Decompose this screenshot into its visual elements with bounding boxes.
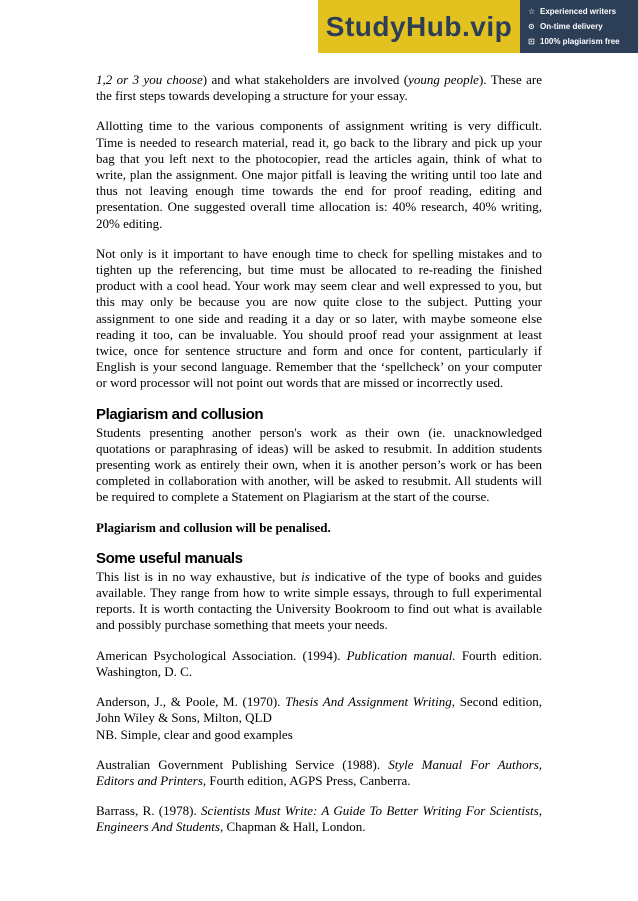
reference-publisher: Fourth edition. Washington, D. C. — [96, 647, 542, 679]
reference-note: NB. Simple, clear and good examples — [96, 726, 293, 742]
feature-item — [528, 34, 638, 49]
reference-title: Publication manual. — [346, 647, 456, 663]
intro-italic-choice: 1,2 or 3 you choose — [96, 72, 203, 87]
feature-list — [528, 4, 638, 49]
feature-item — [528, 4, 638, 19]
plagiarism-heading: Plagiarism and collusion — [96, 405, 264, 423]
reference-text — [96, 757, 542, 789]
proof-reading-paragraph: Not only is it important to have enough time to check for spelling mistakes and to tighten up the referencing, but time must be allocated to re-reading the finished product with a cool head. Your work may seem clear and well expressed to you, but this may only be because you are now quite close to the subject. Putting your assignment to one side and reading it a day or so later, with maybe someone else reading it too, can be invaluable. You should proof read your assignment at least twice, once for sentence structure and form and once for content, particularly if English is your second language. Remember that the ‘spellcheck’ on your computer or word processor will not point out words that are missed or incorrectly used. — [96, 245, 542, 391]
document-check-icon: ⊡ — [528, 37, 535, 46]
manuals-intro-b: indicative of the type of books and guides available. They range from how to write simple essays, through to full experimental reports. It is worth contacting the University Bookroom to find out what is available and possibly purchase something that meets your needs. — [96, 568, 542, 633]
feature-label: On-time delivery — [540, 22, 603, 31]
reference-item — [96, 757, 542, 789]
reference-item — [96, 648, 542, 680]
intro-paragraph — [96, 72, 542, 104]
reference-text — [96, 694, 542, 726]
reference-publisher: , Second edition, John Wiley & Sons, Milton, QLD — [96, 694, 542, 726]
intro-text: ) and what stakeholders are involved ( — [202, 72, 409, 87]
reference-publisher: , Fourth edition, AGPS Press, Canberra. — [202, 772, 411, 788]
reference-author: Anderson, J., & Poole, M. (1970). — [96, 694, 286, 710]
reference-title: Thesis And Assignment Writing — [285, 694, 452, 710]
plagiarism-warning: Plagiarism and collusion will be penalised. — [96, 519, 331, 535]
time-allocation-paragraph: Allotting time to the various components of assignment writing is very difficult. Time is needed to research material, read it, go back to the library and pick up your bag that you left next to the photocopier, read the articles again, think of what to write, plan the assignment. One major pitfall is leaving the writing until too late and thus not leaving enough time towards the end for proof reading, editing and presentation. One suggested overall time allocation is: 40% research, 40% writing, 20% editing. — [96, 118, 542, 231]
studyhub-logo[interactable] — [318, 0, 520, 53]
document-body — [96, 72, 542, 850]
manuals-intro-italic: is — [301, 568, 310, 584]
logo-text: StudyHub.vip — [325, 10, 513, 42]
reference-author: Australian Government Publishing Service (1988). — [96, 756, 389, 772]
reference-title: Scientists Must Write: A Guide To Better Writing For Scientists, Engineers And Students — [96, 803, 542, 835]
reference-text — [96, 803, 542, 835]
reference-author: Barrass, R. (1978). — [96, 803, 202, 819]
reference-author: American Psychological Association. (1994). — [96, 647, 347, 663]
reference-item — [96, 694, 542, 743]
intro-text-end: ). These are the first steps towards developing a structure for your essay. — [96, 72, 542, 104]
manuals-intro — [96, 569, 542, 634]
intro-italic-stakeholders: young people — [408, 72, 479, 87]
reference-item — [96, 803, 542, 835]
feature-label: Experienced writers — [540, 7, 617, 16]
feature-label: 100% plagiarism free — [540, 37, 620, 46]
studyhub-banner[interactable] — [318, 0, 638, 53]
feature-item — [528, 19, 638, 34]
manuals-intro-a: This list is in no way exhaustive, but — [96, 568, 302, 584]
plagiarism-paragraph: Students presenting another person's work as their own (ie. unacknowledged quotations or paraphrasing of ideas) will be asked to resubmit. In addition students presenting work as entirely their own, when it is another person’s work or has been completed in collaboration with another, will be asked to resubmit. All students will be required to complete a Statement on Plagiarism at the start of the course. — [96, 424, 542, 505]
clock-icon: ⊙ — [528, 22, 535, 31]
reference-text — [96, 648, 542, 680]
manuals-heading: Some useful manuals — [96, 549, 243, 567]
star-icon: ☆ — [528, 7, 536, 16]
reference-title: Style Manual For Authors, Editors and Printers — [96, 756, 542, 788]
reference-publisher: , Chapman & Hall, London. — [219, 819, 366, 835]
